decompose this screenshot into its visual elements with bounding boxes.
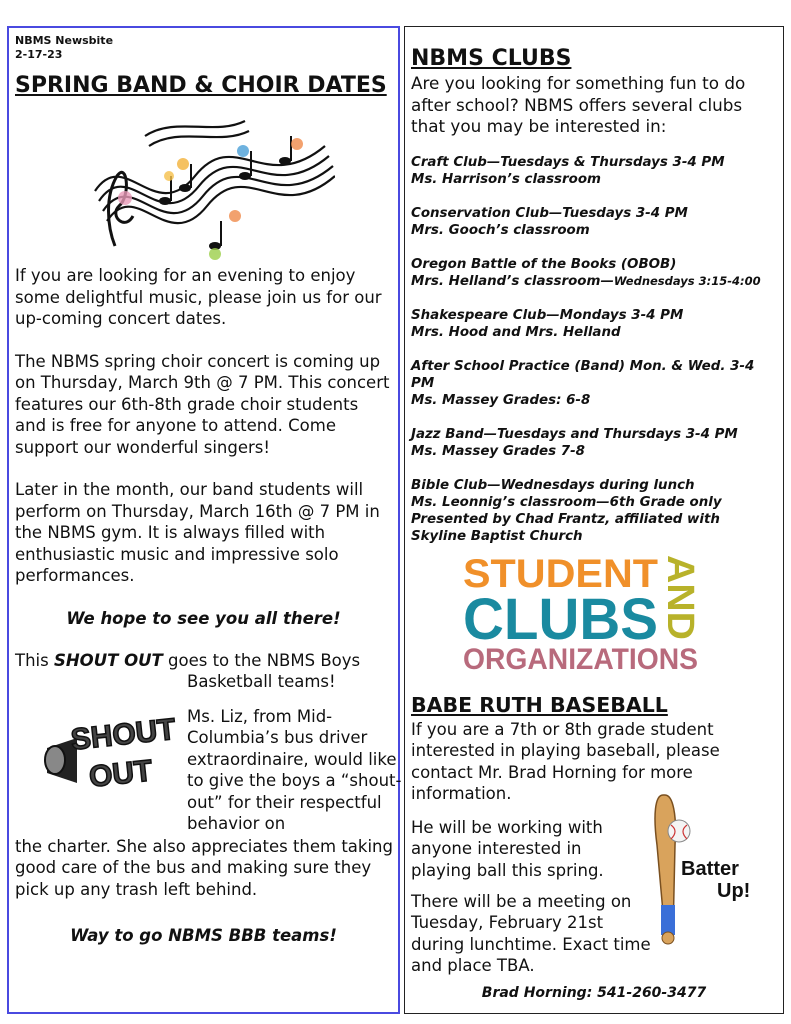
club-obob-time: Wednesdays 3:15-4:00 [613,273,761,288]
shout-out-paragraph: Ms. Liz, from Mid-Columbia’s bus driver extraordinaire, would like to give the boys a “shout-out” for their respectful behavior on [187,706,402,833]
club-item-craft [411,154,779,188]
club-bible-line2: Ms. Leonnig’s classroom—6th Grade only [411,494,722,510]
club-conservation-line1: Conservation Club—Tuesdays 3-4 PM [411,205,688,221]
shout-logo-text-2: OUT [87,753,154,794]
clubs-heading: NBMS CLUBS [411,46,572,71]
club-item-shakespeare [411,307,779,341]
club-bible-line4: Skyline Baptist Church [411,528,583,544]
logo-clubs: CLUBS [463,586,658,652]
student-clubs-logo [463,553,703,673]
logo-and: AND [659,554,701,637]
shout-logo-text-1: SHOUT [69,712,177,757]
club-band-line1: After School Practice (Band) Mon. & Wed. 3-4 PM [411,358,755,391]
club-band-line2: Ms. Massey Grades: 6-8 [411,392,591,408]
shout-line-2: Basketball teams! [187,672,336,691]
shout-out-logo [37,708,177,798]
shout-out-continued: the charter. She also appreciates them taking good care of the bus and making sure they pick up any trash left behind. [15,836,393,899]
club-item-band-practice [411,358,779,409]
club-jazz-line1: Jazz Band—Tuesdays and Thursdays 3-4 PM [411,426,738,442]
issue-date: 2-17-23 [15,48,63,61]
left-column [7,26,400,1014]
shout-out-section [15,650,402,899]
choir-paragraph: The NBMS spring choir concert is coming up on Thursday, March 9th @ 7 PM. This concert features our 6th-8th grade choir students and is free for anyone to attend. Come support our wonderful singers! [15,351,390,457]
up-text: Up! [717,879,751,902]
club-item-bible [411,477,779,545]
club-shakespeare-line2: Mrs. Hood and Mrs. Helland [411,324,621,340]
logo-student: STUDENT [463,552,658,596]
club-shakespeare-line1: Shakespeare Club—Mondays 3-4 PM [411,307,684,323]
shout-suffix: goes to the NBMS Boys [162,650,361,670]
baseball-heading: BABE RUTH BASEBALL [411,692,668,717]
baseball-paragraph-2: He will be working with anyone interested in playing ball this spring. [411,817,604,880]
club-obob-line2 [411,273,779,290]
clubs-intro: Are you looking for something fun to do after school? NBMS offers several clubs that you may be interested in: [411,73,746,136]
club-item-obob [411,256,779,290]
baseball-details [411,817,779,977]
club-bible-line3: Presented by Chad Frantz, affiliated with [411,511,720,527]
baseball-paragraph-3: There will be a meeting on Tuesday, February 21st during lunchtime. Exact time and place TBA. [411,891,651,975]
club-conservation-line2: Mrs. Gooch’s classroom [411,222,590,238]
shout-out-emphasis: SHOUT OUT [53,650,163,670]
batter-text: Batter [681,857,740,880]
club-item-jazz-band [411,426,779,460]
right-column [404,26,784,1014]
closing-line: Way to go NBMS BBB teams! [70,925,337,945]
club-craft-line1: Craft Club—Tuesdays & Thursdays 3-4 PM [411,154,725,170]
site-name: NBMS Newsbite [15,34,114,47]
intro-paragraph: If you are looking for an evening to enjoy some delightful music, please join us for our up-coming concert dates. [15,266,382,328]
club-jazz-line2: Ms. Massey Grades 7-8 [411,443,585,459]
club-item-conservation [411,205,779,239]
music-notes-illustration [85,106,335,261]
club-bible-line1: Bible Club—Wednesdays during lunch [411,477,695,493]
logo-organizations: ORGANIZATIONS [463,642,698,673]
club-list [411,154,779,545]
shout-prefix: This [15,650,54,670]
club-obob-line1: Oregon Battle of the Books (OBOB) [411,256,677,272]
club-craft-line2: Ms. Harrison’s classroom [411,171,601,187]
baseball-intro: If you are a 7th or 8th grade student interested in playing baseball, please contact Mr. Brad Horning for more information. [411,719,720,803]
contact-line: Brad Horning: 541-260-3477 [481,985,707,1001]
band-paragraph: Later in the month, our band students will perform on Thursday, March 16th @ 7 PM in the NBMS gym. It is always filled with enthusiastic music and impressive solo performances. [15,480,380,585]
hope-line: We hope to see you all there! [66,608,341,628]
band-choir-heading: SPRING BAND & CHOIR DATES [15,73,387,98]
batter-up-graphic [645,785,755,945]
shout-out-lead [15,650,392,672]
club-obob-room: Mrs. Helland’s classroom— [411,273,614,289]
